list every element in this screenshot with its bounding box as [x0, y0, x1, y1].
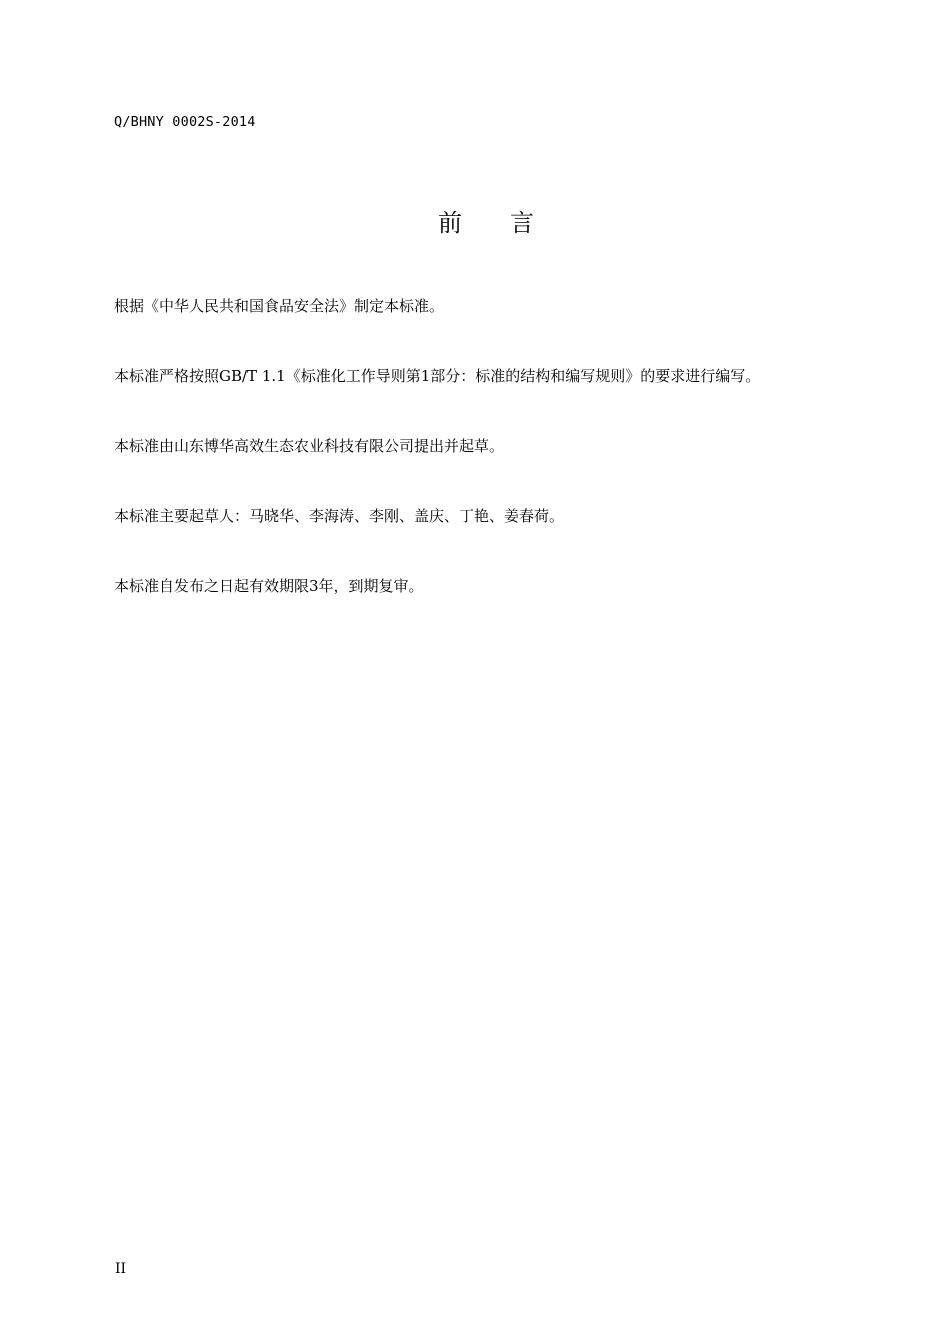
page-title: 前 言 [438, 209, 534, 237]
document-code: Q/BHNY 0002S-2014 [114, 114, 256, 130]
page-number: II [115, 1261, 127, 1277]
paragraph-legal-basis: 根据《中华人民共和国食品安全法》制定本标准。 [114, 297, 445, 315]
paragraph-drafters: 本标准主要起草人：马晓华、李海涛、李刚、盖庆、丁艳、姜春荷。 [114, 507, 565, 525]
paragraph-proposer: 本标准由山东博华高效生态农业科技有限公司提出并起草。 [114, 437, 505, 455]
paragraph-drafting-rules: 本标准严格按照GB/T 1.1《标准化工作导则第1部分：标准的结构和编写规则》的要求进行编写。 [114, 367, 761, 385]
paragraph-validity: 本标准自发布之日起有效期限3年，到期复审。 [114, 577, 424, 595]
